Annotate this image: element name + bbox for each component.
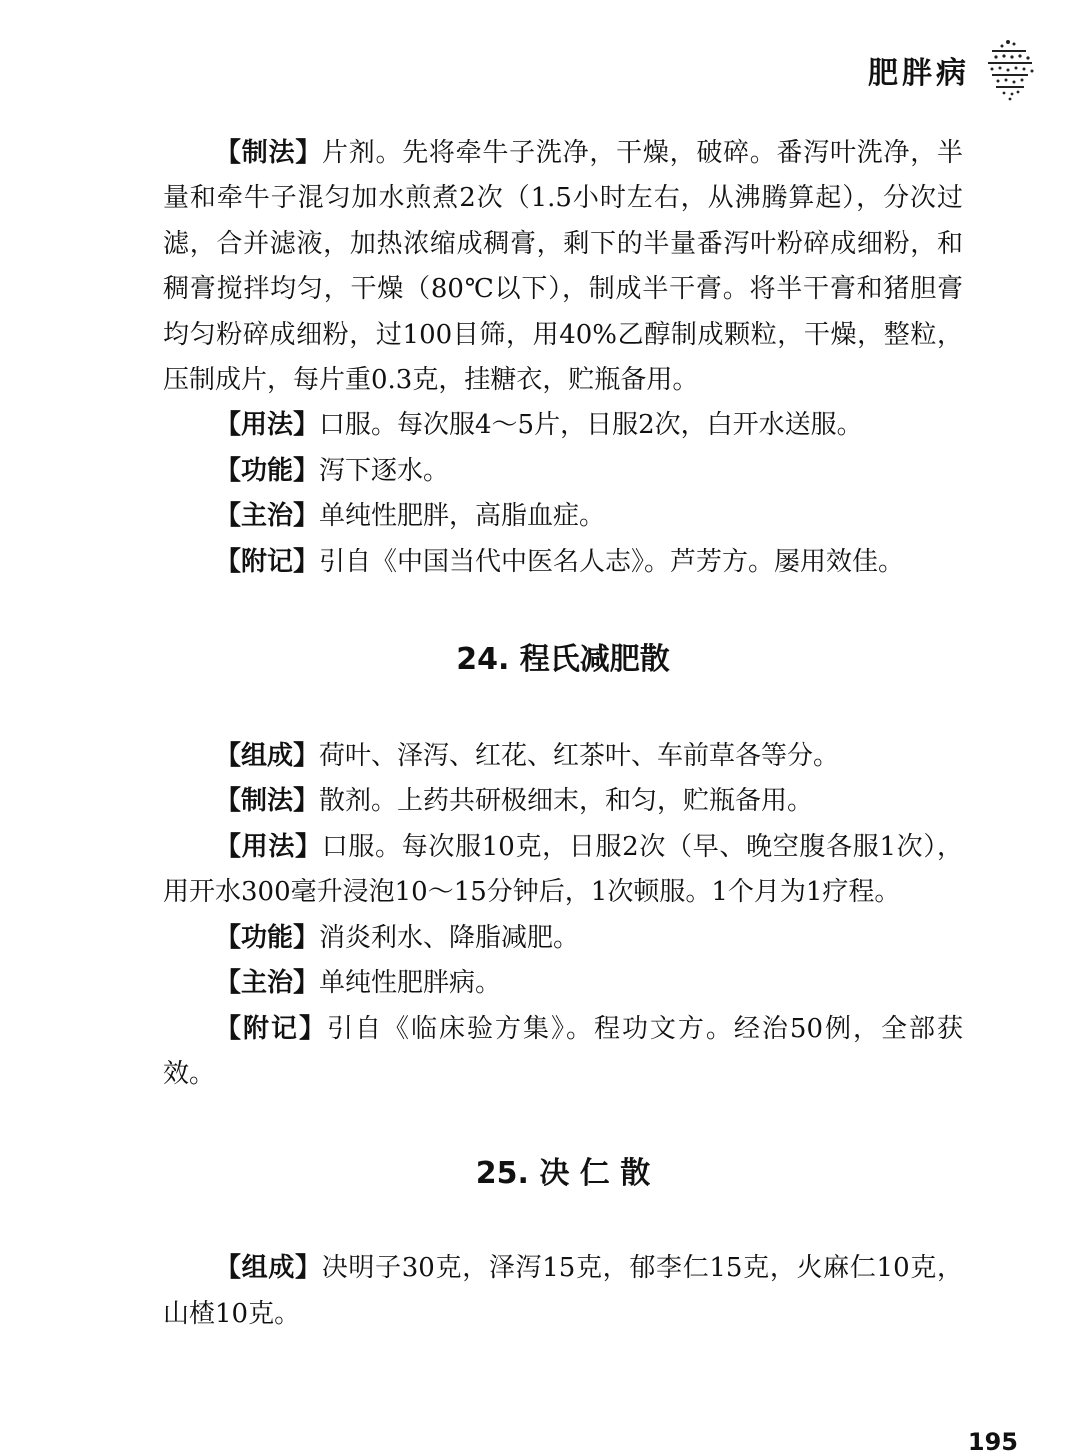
entry-text: 引自《中国当代中医名人志》。芦芳方。屡用效佳。: [319, 546, 905, 577]
entry-text: 引自《临床验方集》。程功文方。经治50例，全部获效。: [163, 1013, 963, 1089]
entry-text: 泻下逐水。: [319, 455, 450, 486]
entry-paragraph: [163, 734, 963, 779]
entry-label: 【用法】: [215, 831, 322, 862]
entry-paragraph: [163, 449, 963, 494]
entry-label: 【功能】: [215, 455, 320, 486]
section-title-24: 24. 程氏减肥散: [456, 642, 670, 678]
entry-text: 口服。每次服10克，日服2次（早、晚空腹各服1次），用开水300毫升浸泡10～15分钟后，1次顿服。1个月为1疗程。: [163, 831, 963, 908]
entry-label: 【主治】: [215, 968, 320, 999]
entry-paragraph: [163, 961, 963, 1006]
entry-label: 【用法】: [215, 410, 320, 441]
entry-label: 【主治】: [215, 501, 320, 532]
page-number: 195: [967, 1428, 1018, 1456]
entry-text: 单纯性肥胖，高脂血症。: [319, 501, 606, 532]
entry-paragraph: [163, 825, 963, 916]
entry-paragraph: [163, 779, 963, 824]
entry-text: 消炎利水、降脂减肥。: [319, 922, 580, 953]
entry-text: 决明子30克，泽泻15克，郁李仁15克，火麻仁10克，山楂10克。: [163, 1253, 963, 1329]
entry-text: 散剂。上药共研极细末，和匀，贮瓶备用。: [319, 786, 814, 817]
entry-text: 单纯性肥胖病。: [319, 968, 502, 999]
entry-paragraph: [163, 1246, 963, 1337]
decorative-dots-icon: [982, 38, 1038, 102]
section-title-25: 25. 决 仁 散: [475, 1156, 651, 1192]
entry-paragraph: [163, 494, 963, 539]
entry-text: 口服。每次服4～5片，日服2次，白开水送服。: [319, 410, 863, 441]
entry-label: 【附记】: [215, 1013, 327, 1044]
entry-paragraph: [163, 131, 963, 403]
entry-paragraph: [163, 1007, 963, 1098]
running-header: [868, 38, 1038, 102]
entry-label: 【功能】: [215, 922, 320, 953]
entry-paragraph: [163, 540, 963, 585]
entry-paragraph: [163, 403, 963, 448]
entry-label: 【组成】: [215, 741, 320, 772]
entry-label: 【附记】: [215, 546, 320, 577]
page-body: [163, 131, 963, 1337]
entry-paragraph: [163, 916, 963, 961]
entry-text: 片剂。先将牵牛子洗净，干燥，破碎。番泻叶洗净，半量和牵牛子混匀加水煎煮2次（1.5小时左右，从沸腾算起），分次过滤，合并滤液，加热浓缩成稠膏，剩下的半量番泻叶粉碎成细粉，和稠膏搅拌均匀，干燥（80℃以下），制成半干膏。将半干膏和猪胆膏均匀粉碎成细粉，过100目筛，用40%乙醇制成颗粒，干燥，整粒，压制成片，每片重0.3克，挂糖衣，贮瓶备用。: [163, 138, 963, 396]
entry-label: 【组成】: [215, 1253, 322, 1284]
entry-label: 【制法】: [215, 786, 320, 817]
running-header-title: 肥胖病: [868, 56, 970, 91]
entry-label: 【制法】: [215, 138, 322, 168]
entry-text: 荷叶、泽泻、红花、红茶叶、车前草各等分。: [319, 741, 840, 772]
